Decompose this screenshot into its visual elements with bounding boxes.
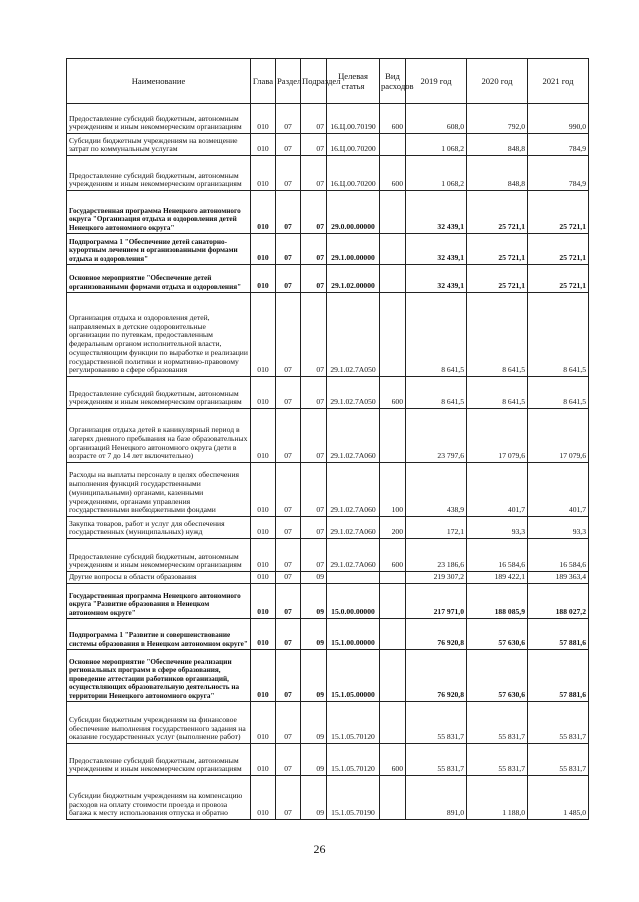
row-2019: 23 186,6	[406, 539, 467, 572]
row-glava: 010	[251, 517, 276, 539]
row-glava: 010	[251, 134, 276, 156]
row-vid	[380, 134, 406, 156]
row-podrazdel: 09	[301, 744, 327, 776]
row-glava: 010	[251, 191, 276, 234]
row-name: Субсидии бюджетным учреждениям на компенсацию расходов на оплату стоимости проезда и провоза багажа к месту использования отпуска и обратно	[67, 776, 251, 820]
row-name: Предоставление субсидий бюджетным, автономным учреждениям и иным некоммерческим организациям	[67, 744, 251, 776]
row-razdel: 07	[276, 156, 301, 191]
row-2020: 189 422,1	[467, 572, 528, 584]
row-2021: 188 027,2	[528, 584, 589, 619]
row-podrazdel: 07	[301, 265, 327, 293]
row-name: Предоставление субсидий бюджетным, автономным учреждениям и иным некоммерческим организациям	[67, 539, 251, 572]
header-podrazdel: Подраздел	[301, 59, 327, 104]
header-2020: 2020 год	[467, 59, 528, 104]
header-vid: Вид расходов	[380, 59, 406, 104]
row-name: Субсидии бюджетным учреждениям на возмещение затрат по коммунальным услугам	[67, 134, 251, 156]
page-number: 26	[313, 842, 326, 856]
row-2019: 76 920,8	[406, 650, 467, 702]
row-glava: 010	[251, 463, 276, 517]
row-razdel: 07	[276, 104, 301, 134]
row-2020: 188 085,9	[467, 584, 528, 619]
row-2021: 57 881,6	[528, 650, 589, 702]
row-name: Подпрограмма 1 "Развитие и совершенствование системы образования в Ненецком автономном округе"	[67, 619, 251, 650]
row-2021: 8 641,5	[528, 377, 589, 409]
row-2021: 57 881,6	[528, 619, 589, 650]
row-2021: 784,9	[528, 134, 589, 156]
row-podrazdel: 07	[301, 293, 327, 377]
row-statya: 29.1.00.00000	[327, 234, 380, 265]
row-statya: 15.1.05.00000	[327, 650, 380, 702]
budget-table	[66, 58, 589, 820]
row-vid: 600	[380, 156, 406, 191]
row-2021: 93,3	[528, 517, 589, 539]
table-row	[67, 584, 589, 619]
row-2019: 172,1	[406, 517, 467, 539]
table-row	[67, 191, 589, 234]
row-2020: 848,8	[467, 134, 528, 156]
row-glava: 010	[251, 265, 276, 293]
row-2020: 55 831,7	[467, 702, 528, 744]
row-razdel: 07	[276, 463, 301, 517]
row-2021: 784,9	[528, 156, 589, 191]
table-row	[67, 744, 589, 776]
header-name: Наименование	[67, 59, 251, 104]
row-2021: 55 831,7	[528, 702, 589, 744]
row-2021: 401,7	[528, 463, 589, 517]
row-name: Субсидии бюджетным учреждениям на финансовое обеспечение выполнения государственного задания на оказание государственных услуг (выполнение работ)	[67, 702, 251, 744]
row-glava: 010	[251, 619, 276, 650]
row-2020: 8 641,5	[467, 293, 528, 377]
row-vid: 600	[380, 744, 406, 776]
row-razdel: 07	[276, 517, 301, 539]
row-2019: 608,0	[406, 104, 467, 134]
row-vid	[380, 702, 406, 744]
row-podrazdel: 09	[301, 702, 327, 744]
row-name: Расходы на выплаты персоналу в целях обеспечения выполнения функций государственными (муниципальными) органами, казенными учреждениями, органами управления государственными внебюджетными фондами	[67, 463, 251, 517]
row-statya	[327, 572, 380, 584]
table-row	[67, 650, 589, 702]
row-name: Подпрограмма 1 "Обеспечение детей санаторно-курортным лечением и организованными формами отдыха и оздоровления"	[67, 234, 251, 265]
row-statya: 16.Ц.00.70190	[327, 104, 380, 134]
row-name: Предоставление субсидий бюджетным, автономным учреждениям и иным некоммерческим организациям	[67, 156, 251, 191]
row-2019: 438,9	[406, 463, 467, 517]
row-vid	[380, 293, 406, 377]
row-2019: 891,0	[406, 776, 467, 820]
row-name: Основное мероприятие "Обеспечение детей организованными формами отдыха и оздоровления"	[67, 265, 251, 293]
row-2019: 55 831,7	[406, 702, 467, 744]
row-name: Государственная программа Ненецкого автономного округа "Развитие образования в Ненецком автономном округе"	[67, 584, 251, 619]
row-2021: 25 721,1	[528, 265, 589, 293]
row-statya: 16.Ц.00.70200	[327, 156, 380, 191]
row-razdel: 07	[276, 191, 301, 234]
table-row	[67, 377, 589, 409]
row-2019: 1 068,2	[406, 156, 467, 191]
table-row	[67, 572, 589, 584]
row-2020: 55 831,7	[467, 744, 528, 776]
row-2021: 55 831,7	[528, 744, 589, 776]
row-podrazdel: 07	[301, 134, 327, 156]
row-statya: 29.1.02.7А060	[327, 539, 380, 572]
table-row	[67, 134, 589, 156]
row-vid	[380, 572, 406, 584]
row-statya: 29.1.02.7А060	[327, 409, 380, 463]
row-statya: 15.1.05.70190	[327, 776, 380, 820]
row-vid	[380, 584, 406, 619]
row-razdel: 07	[276, 744, 301, 776]
row-razdel: 07	[276, 293, 301, 377]
row-2020: 401,7	[467, 463, 528, 517]
row-glava: 010	[251, 539, 276, 572]
row-podrazdel: 07	[301, 517, 327, 539]
row-2020: 848,8	[467, 156, 528, 191]
row-2021: 25 721,1	[528, 234, 589, 265]
row-name: Организация отдыха детей в каникулярный период в лагерях дневного пребывания на базе образовательных организаций Ненецкого автономного округа (дети в возрасте от 7 до 14 лет включительно)	[67, 409, 251, 463]
row-vid	[380, 776, 406, 820]
row-podrazdel: 09	[301, 572, 327, 584]
row-glava: 010	[251, 104, 276, 134]
table-row	[67, 104, 589, 134]
row-2020: 57 630,6	[467, 619, 528, 650]
header-2019: 2019 год	[406, 59, 467, 104]
row-podrazdel: 09	[301, 650, 327, 702]
row-razdel: 07	[276, 234, 301, 265]
row-glava: 010	[251, 584, 276, 619]
table-row	[67, 156, 589, 191]
row-podrazdel: 09	[301, 776, 327, 820]
row-podrazdel: 07	[301, 377, 327, 409]
row-statya: 29.0.00.00000	[327, 191, 380, 234]
row-razdel: 07	[276, 377, 301, 409]
row-statya: 29.1.02.7А050	[327, 293, 380, 377]
row-2020: 16 584,6	[467, 539, 528, 572]
table-row	[67, 619, 589, 650]
table-row	[67, 539, 589, 572]
row-vid: 600	[380, 104, 406, 134]
row-glava: 010	[251, 650, 276, 702]
row-vid	[380, 191, 406, 234]
row-2019: 55 831,7	[406, 744, 467, 776]
row-2021: 8 641,5	[528, 293, 589, 377]
row-2020: 57 630,6	[467, 650, 528, 702]
row-glava: 010	[251, 156, 276, 191]
row-podrazdel: 07	[301, 156, 327, 191]
table-row	[67, 776, 589, 820]
row-2019: 1 068,2	[406, 134, 467, 156]
row-glava: 010	[251, 409, 276, 463]
row-glava: 010	[251, 702, 276, 744]
row-2019: 219 307,2	[406, 572, 467, 584]
row-2019: 32 439,1	[406, 234, 467, 265]
row-statya: 29.1.02.7А060	[327, 463, 380, 517]
row-2020: 25 721,1	[467, 234, 528, 265]
row-razdel: 07	[276, 584, 301, 619]
row-2019: 8 641,5	[406, 293, 467, 377]
table-row	[67, 517, 589, 539]
row-razdel: 07	[276, 265, 301, 293]
header-statya: Целевая статья	[327, 59, 380, 104]
row-2021: 16 584,6	[528, 539, 589, 572]
row-razdel: 07	[276, 539, 301, 572]
row-podrazdel: 09	[301, 584, 327, 619]
header-razdel: Раздел	[276, 59, 301, 104]
row-glava: 010	[251, 293, 276, 377]
row-vid: 200	[380, 517, 406, 539]
row-name: Организация отдыха и оздоровления детей, направляемых в детские оздоровительные организации по путевкам, предоставленным федеральным органом исполнительной власти, осуществляющим функции по выработке и реализации государственной политики и нормативно-правовому регулированию в сфере образования	[67, 293, 251, 377]
table-row	[67, 234, 589, 265]
row-2020: 1 188,0	[467, 776, 528, 820]
row-podrazdel: 07	[301, 463, 327, 517]
row-glava: 010	[251, 776, 276, 820]
table-row	[67, 265, 589, 293]
row-2019: 23 797,6	[406, 409, 467, 463]
header-2021: 2021 год	[528, 59, 589, 104]
row-glava: 010	[251, 377, 276, 409]
row-name: Другие вопросы в области образования	[67, 572, 251, 584]
row-2020: 17 079,6	[467, 409, 528, 463]
row-vid: 100	[380, 463, 406, 517]
row-razdel: 07	[276, 702, 301, 744]
row-2020: 792,0	[467, 104, 528, 134]
row-name: Основное мероприятие "Обеспечение реализации региональных программ в сфере образования, проведение аттестации работников организаций, осуществляющих образовательную деятельность на территории Ненецкого автономного округа"	[67, 650, 251, 702]
row-statya: 16.Ц.00.70200	[327, 134, 380, 156]
row-2021: 189 363,4	[528, 572, 589, 584]
row-glava: 010	[251, 234, 276, 265]
row-2021: 25 721,1	[528, 191, 589, 234]
table-row	[67, 293, 589, 377]
row-2019: 76 920,8	[406, 619, 467, 650]
row-name: Закупка товаров, работ и услуг для обеспечения государственных (муниципальных) нужд	[67, 517, 251, 539]
header-glava: Глава	[251, 59, 276, 104]
row-name: Предоставление субсидий бюджетным, автономным учреждениям и иным некоммерческим организациям	[67, 377, 251, 409]
row-statya: 29.1.02.7А060	[327, 517, 380, 539]
row-razdel: 07	[276, 619, 301, 650]
row-podrazdel: 07	[301, 234, 327, 265]
row-statya: 29.1.02.7А050	[327, 377, 380, 409]
table-row	[67, 463, 589, 517]
row-2020: 25 721,1	[467, 265, 528, 293]
row-statya: 15.1.00.00000	[327, 619, 380, 650]
table-row	[67, 409, 589, 463]
row-2020: 8 641,5	[467, 377, 528, 409]
row-2020: 25 721,1	[467, 191, 528, 234]
row-podrazdel: 07	[301, 409, 327, 463]
row-vid	[380, 234, 406, 265]
row-2019: 32 439,1	[406, 265, 467, 293]
row-name: Государственная программа Ненецкого автономного округа "Организация отдыха и оздоровления детей Ненецкого автономного округа"	[67, 191, 251, 234]
row-podrazdel: 07	[301, 191, 327, 234]
row-2019: 217 971,0	[406, 584, 467, 619]
row-glava: 010	[251, 744, 276, 776]
row-2020: 93,3	[467, 517, 528, 539]
row-statya: 15.1.05.70120	[327, 702, 380, 744]
row-podrazdel: 09	[301, 619, 327, 650]
table-row	[67, 702, 589, 744]
row-2021: 1 485,0	[528, 776, 589, 820]
row-vid	[380, 409, 406, 463]
row-razdel: 07	[276, 650, 301, 702]
row-vid: 600	[380, 539, 406, 572]
row-2019: 32 439,1	[406, 191, 467, 234]
row-vid	[380, 265, 406, 293]
row-statya: 15.1.05.70120	[327, 744, 380, 776]
row-vid	[380, 650, 406, 702]
row-podrazdel: 07	[301, 104, 327, 134]
row-razdel: 07	[276, 572, 301, 584]
row-2019: 8 641,5	[406, 377, 467, 409]
row-2021: 17 079,6	[528, 409, 589, 463]
row-statya: 15.0.00.00000	[327, 584, 380, 619]
row-podrazdel: 07	[301, 539, 327, 572]
row-vid: 600	[380, 377, 406, 409]
row-razdel: 07	[276, 776, 301, 820]
table-header-row	[67, 59, 589, 104]
row-statya: 29.1.02.00000	[327, 265, 380, 293]
row-glava: 010	[251, 572, 276, 584]
row-razdel: 07	[276, 134, 301, 156]
row-vid	[380, 619, 406, 650]
row-name: Предоставление субсидий бюджетным, автономным учреждениям и иным некоммерческим организациям	[67, 104, 251, 134]
row-razdel: 07	[276, 409, 301, 463]
row-2021: 990,0	[528, 104, 589, 134]
